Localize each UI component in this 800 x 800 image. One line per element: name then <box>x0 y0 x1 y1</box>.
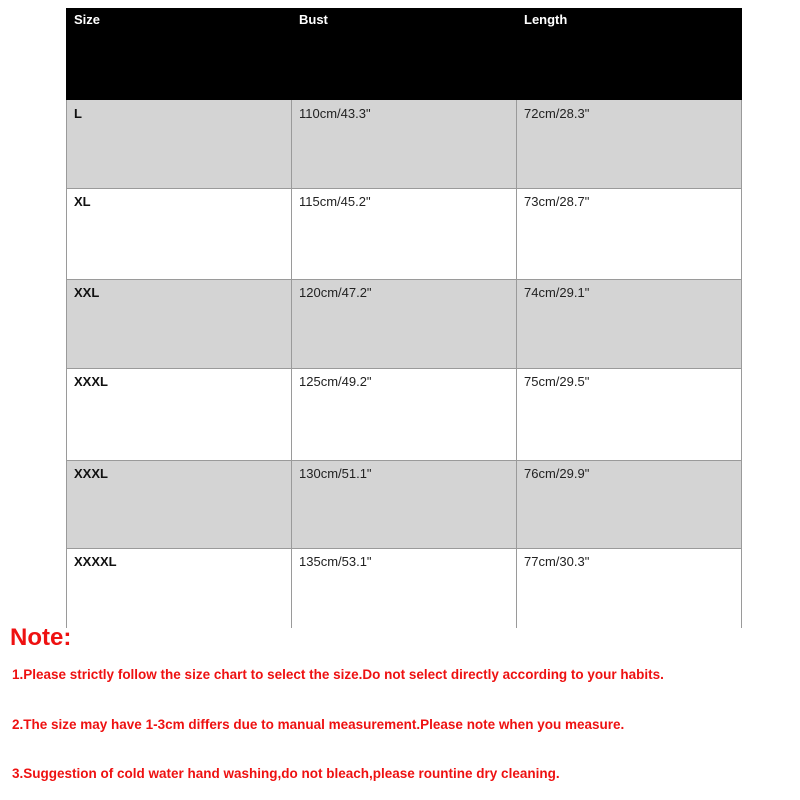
header-size: Size <box>74 12 101 27</box>
cell-length: 77cm/30.3" <box>524 554 590 569</box>
table-row <box>66 548 742 628</box>
cell-size: L <box>74 106 82 121</box>
note-line-2: 2.The size may have 1-3cm differs due to manual measurement.Please note when you measure. <box>12 717 625 732</box>
grid-line-row <box>66 279 742 280</box>
table-row <box>66 368 742 460</box>
cell-bust: 135cm/53.1" <box>299 554 372 569</box>
grid-line-row <box>66 368 742 369</box>
note-line-3: 3.Suggestion of cold water hand washing,do not bleach,please rountine dry cleaning. <box>12 766 560 781</box>
cell-size: XXL <box>74 285 100 300</box>
cell-length: 74cm/29.1" <box>524 285 590 300</box>
cell-length: 76cm/29.9" <box>524 466 590 481</box>
header-length: Length <box>524 12 568 27</box>
grid-line-row <box>66 460 742 461</box>
size-chart-table <box>66 8 742 628</box>
cell-size: XXXL <box>74 374 108 389</box>
table-header <box>66 8 742 100</box>
cell-size: XXXL <box>74 466 108 481</box>
table-row <box>66 279 742 368</box>
cell-length: 72cm/28.3" <box>524 106 590 121</box>
grid-line-row <box>66 188 742 189</box>
cell-bust: 110cm/43.3" <box>299 106 371 121</box>
table-row <box>66 460 742 548</box>
cell-length: 75cm/29.5" <box>524 374 590 389</box>
note-line-1: 1.Please strictly follow the size chart to select the size.Do not select directly according to your habits. <box>12 667 664 682</box>
cell-bust: 130cm/51.1" <box>299 466 372 481</box>
header-bust: Bust <box>299 12 328 27</box>
grid-line-row <box>66 548 742 549</box>
cell-size: XXXXL <box>74 554 117 569</box>
cell-size: XL <box>74 194 91 209</box>
cell-bust: 125cm/49.2" <box>299 374 372 389</box>
table-row <box>66 100 742 188</box>
note-title: Note: <box>10 624 72 651</box>
cell-length: 73cm/28.7" <box>524 194 590 209</box>
cell-bust: 120cm/47.2" <box>299 285 372 300</box>
cell-bust: 115cm/45.2" <box>299 194 371 209</box>
table-row <box>66 188 742 279</box>
